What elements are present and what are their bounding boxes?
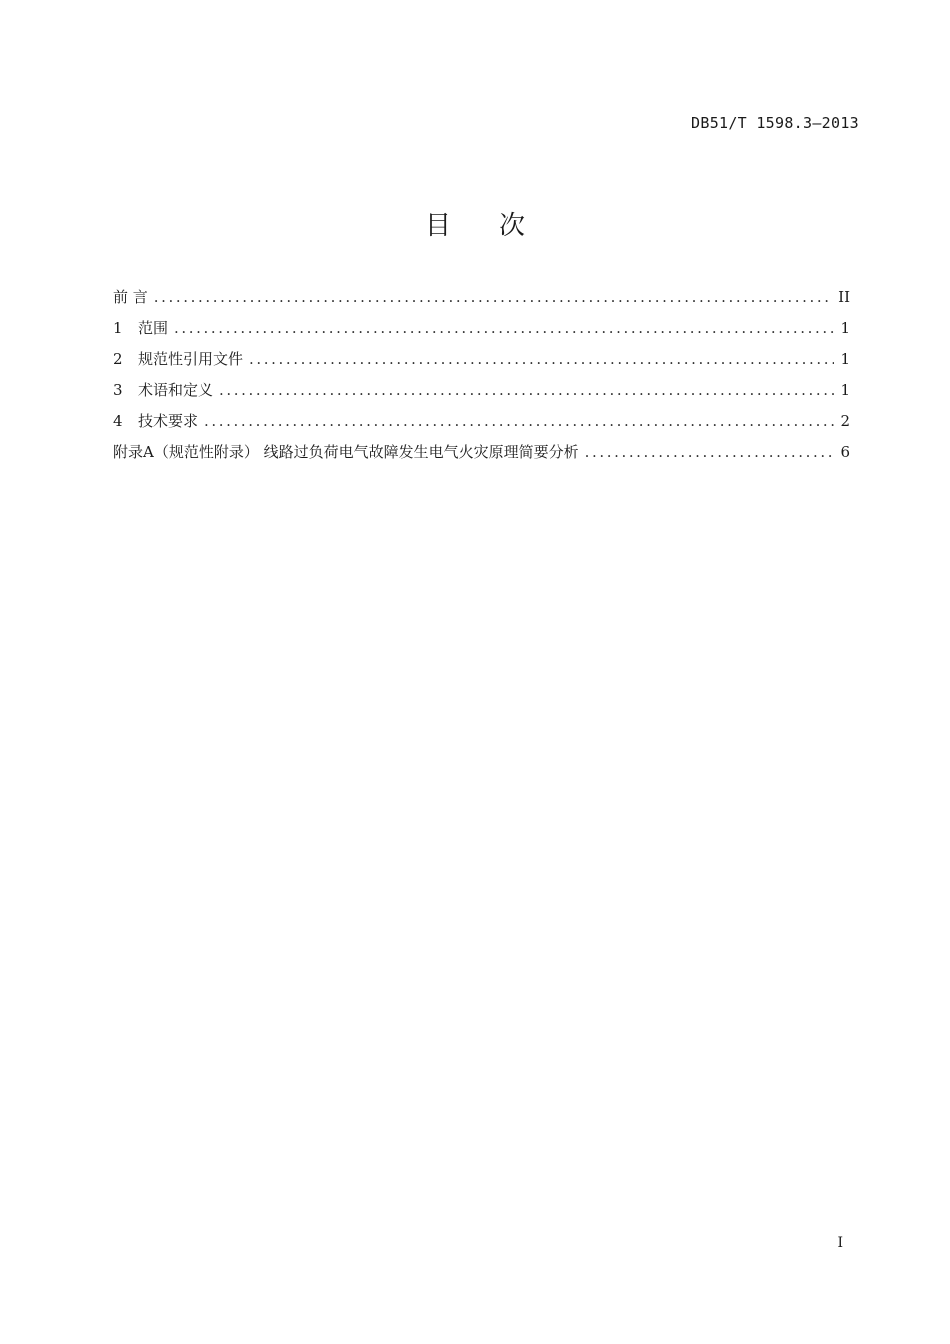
toc-entry-page: 1 xyxy=(840,319,850,337)
toc-dot-leader xyxy=(154,286,832,308)
toc-entry-label xyxy=(113,348,243,370)
toc-entry-foreword[interactable] xyxy=(113,286,850,317)
toc-entry-text: 范围 xyxy=(138,319,169,337)
page-number: I xyxy=(837,1235,843,1251)
toc-entry-number: 2 xyxy=(113,350,123,368)
toc-entry-label xyxy=(113,410,198,432)
document-code: DB51/T 1598.3—2013 xyxy=(691,114,859,132)
toc-entry-text: 规范性引用文件 xyxy=(138,350,244,368)
toc-entry-number: 1 xyxy=(113,319,123,337)
toc-entry-number: 4 xyxy=(113,412,123,430)
toc-entry-label xyxy=(113,379,213,401)
toc-dot-leader xyxy=(204,410,834,432)
toc-entry-label xyxy=(113,317,168,339)
toc-entry-text: 术语和定义 xyxy=(138,381,214,399)
toc-entry-page: 6 xyxy=(840,443,850,461)
toc-entry-page: 1 xyxy=(840,350,850,368)
toc-entry-terms-definitions[interactable] xyxy=(113,379,850,410)
toc-entry-technical-requirements[interactable] xyxy=(113,410,850,441)
title-char-2: 次 xyxy=(499,211,526,241)
title-char-1: 目 xyxy=(424,211,451,241)
table-of-contents xyxy=(113,286,850,472)
page-title xyxy=(0,205,950,242)
toc-entry-label: 附录A（规范性附录） 线路过负荷电气故障发生电气火灾原理简要分析 xyxy=(113,443,579,461)
toc-entry-normative-references[interactable] xyxy=(113,348,850,379)
toc-dot-leader xyxy=(249,348,834,370)
toc-entry-text: 技术要求 xyxy=(138,412,199,430)
toc-dot-leader xyxy=(585,441,835,463)
toc-entry-label: 前 言 xyxy=(113,288,148,306)
toc-entry-number: 3 xyxy=(113,381,123,399)
toc-entry-page: II xyxy=(838,288,850,306)
toc-dot-leader xyxy=(219,379,834,401)
toc-entry-scope[interactable] xyxy=(113,317,850,348)
toc-entry-page: 2 xyxy=(840,412,850,430)
toc-entry-appendix-a[interactable] xyxy=(113,441,850,472)
toc-entry-page: 1 xyxy=(840,381,850,399)
toc-dot-leader xyxy=(174,317,834,339)
